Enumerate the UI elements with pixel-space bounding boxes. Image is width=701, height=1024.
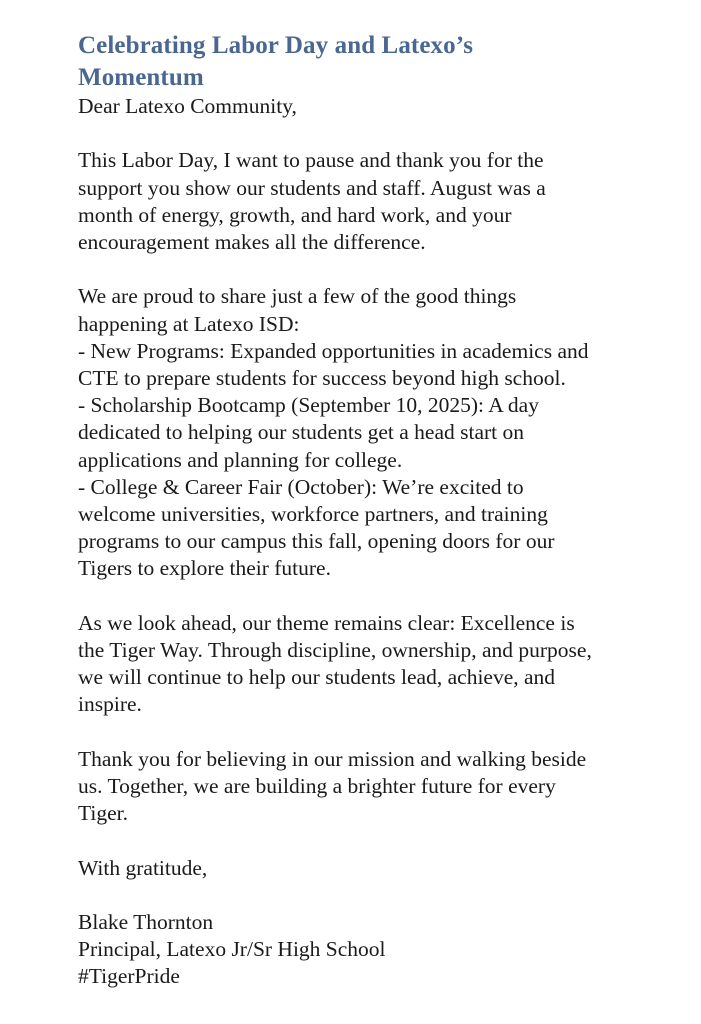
letter: [78, 30, 678, 991]
text-line: the Tiger Way. Through discipline, ownership, and purpose,: [78, 638, 592, 663]
signature-hashtag: #TigerPride: [78, 964, 180, 989]
text-line: us. Together, we are building a brighter future for every: [78, 774, 556, 799]
paragraph-thanks: [78, 147, 678, 256]
signature-name: Blake Thornton: [78, 910, 214, 934]
closing: [78, 855, 678, 882]
list-item-scholarship-bootcamp: - Scholarship Bootcamp (September 10, 2025): A day: [78, 393, 539, 418]
text-line: month of energy, growth, and hard work, and your: [78, 202, 512, 227]
text-line: support you show our students and staff. August was a: [78, 175, 546, 200]
text-line: we will continue to help our students lead, achieve, and: [78, 665, 556, 690]
text-line: CTE to prepare students for success beyond high school.: [78, 366, 566, 390]
signature-block: [78, 909, 678, 991]
paragraph-gap: [78, 719, 678, 746]
paragraph-gap: [78, 120, 678, 147]
text-line: welcome universities, workforce partners, and training: [78, 502, 548, 527]
text-line: Tiger.: [78, 801, 128, 826]
text-line: Tigers to explore their future.: [78, 556, 331, 581]
text-line: encouragement makes all the difference.: [78, 230, 426, 254]
text-line: As we look ahead, our theme remains clear: Excellence is: [78, 610, 575, 635]
paragraph-gap: [78, 827, 678, 854]
title-line: Celebrating Labor Day and Latexo’s: [78, 32, 474, 59]
paragraph-closing-thanks: [78, 746, 678, 828]
paragraph-gap: [78, 256, 678, 283]
text-line: applications and planning for college.: [78, 447, 403, 472]
text-line: This Labor Day, I want to pause and thank you for the: [78, 148, 544, 173]
text-line: inspire.: [78, 692, 142, 717]
text-line: Thank you for believing in our mission and walking beside: [78, 746, 587, 771]
paragraph-theme: [78, 610, 678, 719]
paragraph-highlights: [78, 283, 678, 582]
list-item-new-programs: - New Programs: Expanded opportunities in academics and: [78, 338, 589, 363]
text-line: happening at Latexo ISD:: [78, 311, 300, 336]
paragraph-gap: [78, 882, 678, 909]
letter-title: [78, 30, 678, 93]
paragraph-gap: [78, 583, 678, 610]
signature-role: Principal, Latexo Jr/Sr High School: [78, 937, 386, 962]
greeting: [78, 93, 678, 120]
list-item-career-fair: - College & Career Fair (October): We’re excited to: [78, 474, 524, 499]
closing-text: With gratitude,: [78, 855, 208, 880]
text-line: dedicated to helping our students get a head start on: [78, 420, 524, 445]
greeting-text: Dear Latexo Community,: [78, 94, 297, 118]
text-line: We are proud to share just a few of the good things: [78, 284, 517, 309]
text-line: programs to our campus this fall, opening doors for our: [78, 529, 555, 554]
title-line: Momentum: [78, 63, 204, 91]
